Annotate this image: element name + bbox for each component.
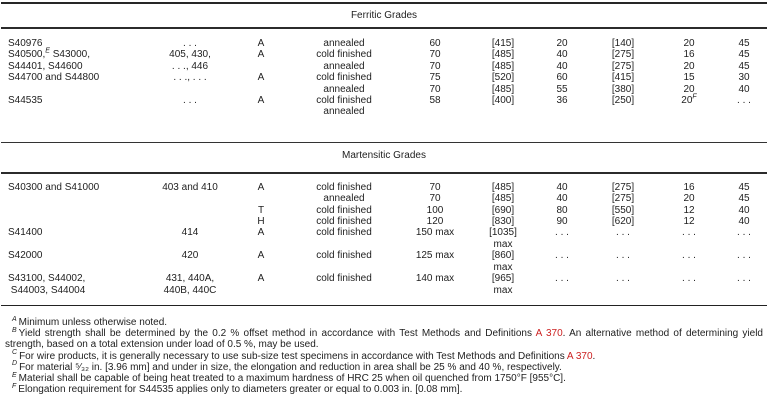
cell-tensile-mpa <box>470 106 536 117</box>
superscript-note-ref: F <box>692 93 697 101</box>
footnotes-block <box>0 306 768 395</box>
footnote-letter: F <box>12 382 17 390</box>
cell-condition-class <box>234 239 288 250</box>
cell-yield-ksi: 90 <box>556 216 568 228</box>
cell-reduction-area-pct <box>720 106 768 117</box>
cell-condition-class <box>234 106 288 117</box>
cell-condition: cold finished <box>316 72 372 84</box>
cell-condition: annealed <box>323 106 365 118</box>
footnote-text: Elongation requirement for S44535 applies only to diameters greater or equal to 0.003 in. [0.08 mm]. <box>18 384 463 396</box>
cell-tensile-ksi <box>400 285 470 296</box>
cell-uns-designation: S42000 <box>8 250 43 262</box>
cell-condition: cold finished <box>316 216 372 228</box>
cell-yield-ksi: 55 <box>556 83 568 95</box>
footnote <box>5 384 763 395</box>
cell-uns-designation: S44700 and S44800 <box>8 72 100 84</box>
footnote-letter: E <box>12 371 17 379</box>
cell-uns-designation: S40500,$^E$ S43000, <box>8 48 90 61</box>
cell-condition: cold finished <box>316 181 372 193</box>
cell-condition-class: A <box>257 181 265 193</box>
cell-yield-ksi: . . . <box>555 273 569 285</box>
cell-yield-ksi: 60 <box>556 72 568 84</box>
cell-type: . . ., . . . <box>173 72 207 84</box>
cell-type <box>146 205 234 216</box>
section-rows <box>0 174 768 296</box>
table-row <box>0 227 768 238</box>
cell-type <box>146 106 234 117</box>
cell-tensile-mpa: [690] <box>491 204 515 216</box>
cell-type: . . . <box>183 95 197 107</box>
cell-uns-designation <box>0 262 146 273</box>
cell-tensile-ksi: 75 <box>429 72 441 84</box>
cell-type <box>146 193 234 204</box>
footnote-text: For material ⁵⁄₃₂ in. [3.96 mm] and under in size, the elongation and reduction in area shall be 25 % and 40 %, respectively. <box>19 361 562 373</box>
table-row <box>0 49 768 60</box>
cell-elongation-pct: 12 <box>683 204 695 216</box>
cell-yield-mpa: [550] <box>611 204 635 216</box>
grade-section <box>0 142 768 296</box>
footnote <box>5 328 763 350</box>
grade-table-sections <box>0 2 768 296</box>
cell-elongation-pct: 20 <box>683 83 695 95</box>
cell-elongation-pct: . . . <box>682 250 696 262</box>
cell-uns-designation <box>0 216 146 227</box>
cell-type: 420 <box>181 250 199 262</box>
footnote <box>5 362 763 373</box>
table-row <box>0 106 768 117</box>
cell-yield-mpa <box>588 262 658 273</box>
cell-reduction-area-pct <box>720 239 768 250</box>
cell-elongation-pct: 12 <box>683 216 695 228</box>
cell-condition-class <box>234 193 288 204</box>
cell-tensile-mpa: max <box>493 238 513 250</box>
table-row <box>0 205 768 216</box>
cell-yield-mpa: [250] <box>611 95 635 107</box>
cell-condition-class: A <box>257 95 265 107</box>
cell-uns-designation: S43100, S44002, <box>8 273 86 285</box>
cell-reduction-area-pct: 45 <box>738 49 750 61</box>
cell-elongation-pct: 16 <box>683 49 695 61</box>
section-title: Martensitic Grades <box>342 149 426 161</box>
cell-tensile-mpa: [830] <box>491 216 515 228</box>
cell-condition-class <box>234 262 288 273</box>
spec-reference-link[interactable]: A 370 <box>535 328 563 340</box>
cell-condition <box>288 262 400 273</box>
cell-condition-class: H <box>257 216 265 228</box>
cell-yield-ksi: . . . <box>555 250 569 262</box>
section-title: Ferritic Grades <box>350 10 418 21</box>
cell-tensile-mpa: [485] <box>491 60 515 72</box>
cell-uns-designation <box>0 239 146 250</box>
cell-type <box>146 262 234 273</box>
cell-tensile-ksi <box>400 106 470 117</box>
cell-elongation-pct <box>658 239 720 250</box>
cell-tensile-ksi: 58 <box>429 95 441 107</box>
cell-yield-ksi: . . . <box>555 227 569 239</box>
cell-elongation-pct: 20 <box>683 38 695 49</box>
table-row <box>0 84 768 95</box>
table-row <box>0 95 768 106</box>
cell-elongation-pct: 20 <box>683 193 695 205</box>
table-row <box>0 182 768 193</box>
cell-reduction-area-pct: . . . <box>737 95 751 107</box>
cell-type: 431, 440A, <box>165 273 215 285</box>
cell-condition: cold finished <box>316 250 372 262</box>
cell-yield-ksi: 20 <box>556 38 568 49</box>
cell-condition <box>288 239 400 250</box>
cell-condition-class: A <box>257 72 265 84</box>
footnote-text: Minimum unless otherwise noted. <box>18 316 168 328</box>
cell-uns-designation: S44003, S44004 <box>8 284 86 296</box>
cell-type <box>146 239 234 250</box>
cell-reduction-area-pct: 30 <box>738 72 750 84</box>
cell-condition-class <box>234 285 288 296</box>
footnote-text: For wire products, it is generally necessary to use sub-size test specimens in accordance with Test Methods and Definitions A 370. <box>19 350 596 362</box>
cell-tensile-mpa: [485] <box>491 181 515 193</box>
cell-tensile-ksi <box>400 262 470 273</box>
cell-reduction-area-pct: . . . <box>737 273 751 285</box>
cell-yield-mpa: [140] <box>611 38 635 49</box>
cell-tensile-mpa: [520] <box>491 72 515 84</box>
cell-reduction-area-pct: 40 <box>738 204 750 216</box>
cell-tensile-ksi: 120 <box>426 216 444 228</box>
cell-reduction-area-pct <box>720 262 768 273</box>
cell-uns-designation <box>0 205 146 216</box>
footnote <box>5 317 763 328</box>
cell-type: 414 <box>181 227 199 239</box>
cell-elongation-pct: 20 <box>683 60 695 72</box>
cell-tensile-ksi: 70 <box>429 181 441 193</box>
cell-elongation-pct <box>658 106 720 117</box>
cell-yield-mpa <box>588 106 658 117</box>
cell-tensile-mpa: max <box>493 284 513 296</box>
cell-elongation-pct: . . . <box>682 227 696 239</box>
footnote-letter: B <box>12 326 17 334</box>
cell-reduction-area-pct: 45 <box>738 60 750 72</box>
cell-type: 403 and 410 <box>162 181 218 193</box>
cell-yield-mpa: [620] <box>611 216 635 228</box>
cell-type <box>146 216 234 227</box>
cell-condition: cold finished <box>316 95 372 107</box>
cell-tensile-mpa: [400] <box>491 95 515 107</box>
cell-condition: annealed <box>323 193 365 205</box>
cell-yield-mpa: . . . <box>616 227 630 239</box>
cell-reduction-area-pct: 45 <box>738 193 750 205</box>
cell-tensile-mpa: [485] <box>491 193 515 205</box>
cell-type: . . . <box>183 38 197 49</box>
cell-yield-mpa <box>588 239 658 250</box>
cell-yield-mpa <box>588 285 658 296</box>
cell-reduction-area-pct: 45 <box>738 38 750 49</box>
table-row <box>0 239 768 250</box>
cell-condition: cold finished <box>316 204 372 216</box>
cell-condition-class: A <box>257 49 265 61</box>
cell-type <box>146 84 234 95</box>
cell-type: 440B, 440C <box>163 284 217 296</box>
cell-yield-mpa: [275] <box>611 49 635 61</box>
cell-elongation-pct <box>658 262 720 273</box>
cell-reduction-area-pct <box>720 285 768 296</box>
cell-condition: annealed <box>323 38 365 49</box>
cell-tensile-ksi <box>400 239 470 250</box>
cell-tensile-mpa: max <box>493 261 513 273</box>
table-row <box>0 262 768 273</box>
cell-elongation-pct: 16 <box>683 181 695 193</box>
cell-elongation-pct: . . . <box>682 273 696 285</box>
cell-tensile-ksi: 70 <box>429 49 441 61</box>
cell-reduction-area-pct: 40 <box>738 216 750 228</box>
cell-tensile-ksi: 70 <box>429 83 441 95</box>
table-row <box>0 193 768 204</box>
cell-condition: cold finished <box>316 49 372 61</box>
cell-yield-ksi: 40 <box>556 193 568 205</box>
spec-reference-link[interactable]: A 370 <box>566 350 593 362</box>
cell-tensile-mpa: [860] <box>491 250 515 262</box>
cell-tensile-ksi: 125 max <box>415 250 455 262</box>
cell-yield-mpa: [415] <box>611 72 635 84</box>
cell-uns-designation <box>0 84 146 95</box>
cell-condition: annealed <box>323 60 365 72</box>
cell-tensile-mpa: [485] <box>491 83 515 95</box>
cell-yield-mpa: [275] <box>611 181 635 193</box>
table-row <box>0 216 768 227</box>
cell-tensile-ksi: 140 max <box>415 273 455 285</box>
cell-condition: cold finished <box>316 227 372 239</box>
cell-condition-class: T <box>257 204 265 216</box>
superscript-note-ref: E <box>45 48 50 56</box>
cell-yield-ksi: 40 <box>556 181 568 193</box>
cell-tensile-mpa: [965] <box>491 273 515 285</box>
cell-type: 405, 430, <box>169 49 211 61</box>
cell-condition-class: A <box>257 38 265 49</box>
footnote <box>5 373 763 384</box>
cell-reduction-area-pct: . . . <box>737 250 751 262</box>
cell-uns-designation <box>0 193 146 204</box>
cell-condition: annealed <box>323 83 365 95</box>
cell-tensile-ksi: 60 <box>429 38 441 49</box>
cell-tensile-ksi: 150 max <box>415 227 455 239</box>
table-row <box>0 72 768 83</box>
cell-tensile-ksi: 70 <box>429 60 441 72</box>
cell-condition-class <box>234 61 288 72</box>
cell-yield-mpa: . . . <box>616 273 630 285</box>
cell-condition-class: A <box>257 250 265 262</box>
cell-tensile-ksi: 100 <box>426 204 444 216</box>
cell-yield-mpa: [275] <box>611 193 635 205</box>
cell-yield-ksi: 40 <box>556 60 568 72</box>
cell-yield-mpa: [380] <box>611 83 635 95</box>
cell-uns-designation: S44401, S44600 <box>8 60 83 72</box>
cell-reduction-area-pct: . . . <box>737 227 751 239</box>
table-row <box>0 38 768 49</box>
cell-condition-class <box>234 84 288 95</box>
cell-tensile-ksi: 70 <box>429 193 441 205</box>
footnote-letter: A <box>12 315 17 323</box>
cell-tensile-mpa: [1035] <box>489 227 517 239</box>
cell-yield-ksi: 80 <box>556 204 568 216</box>
cell-uns-designation: S41400 <box>8 227 43 239</box>
table-row <box>0 61 768 72</box>
cell-elongation-pct: 15 <box>683 72 695 84</box>
cell-condition-class: A <box>257 273 265 285</box>
cell-yield-mpa: . . . <box>616 250 630 262</box>
cell-yield-ksi <box>536 285 588 296</box>
cell-condition: cold finished <box>316 273 372 285</box>
cell-uns-designation: S40976 <box>8 38 43 49</box>
cell-type: . . ., 446 <box>171 60 209 72</box>
cell-yield-ksi: 36 <box>556 95 568 107</box>
cell-condition-class: A <box>257 227 265 239</box>
cell-yield-mpa: [275] <box>611 60 635 72</box>
table-row <box>0 250 768 261</box>
cell-reduction-area-pct: 40 <box>738 83 750 95</box>
cell-yield-ksi: 40 <box>556 49 568 61</box>
cell-uns-designation: S44535 <box>8 95 43 107</box>
cell-yield-ksi <box>536 106 588 117</box>
footnote-text: Material shall be capable of being heat treated to a maximum hardness of HRC 25 when oil quenched from 1750°F [955°C]. <box>18 372 566 384</box>
footnote <box>5 351 763 362</box>
footnote-letter: D <box>12 360 18 368</box>
cell-elongation-pct: $20^F$ <box>681 93 697 107</box>
footnote-letter: C <box>12 349 18 357</box>
table-row <box>0 285 768 296</box>
grade-section <box>0 2 768 118</box>
cell-reduction-area-pct: 45 <box>738 181 750 193</box>
section-rows <box>0 29 768 118</box>
cell-elongation-pct <box>658 285 720 296</box>
cell-uns-designation <box>0 106 146 117</box>
cell-tensile-mpa: [485] <box>491 49 515 61</box>
footnote-text: Yield strength shall be determined by the 0.2 % offset method in accordance with Test Methods and Definitions A 370. An alternative method of determining yield strength, based on a total extension under load of 0.5 %, may be used. <box>5 328 763 351</box>
cell-tensile-mpa: [415] <box>491 38 515 49</box>
cell-yield-ksi <box>536 262 588 273</box>
table-row <box>0 273 768 284</box>
cell-yield-ksi <box>536 239 588 250</box>
cell-condition <box>288 285 400 296</box>
cell-uns-designation: S40300 and S41000 <box>8 181 100 193</box>
